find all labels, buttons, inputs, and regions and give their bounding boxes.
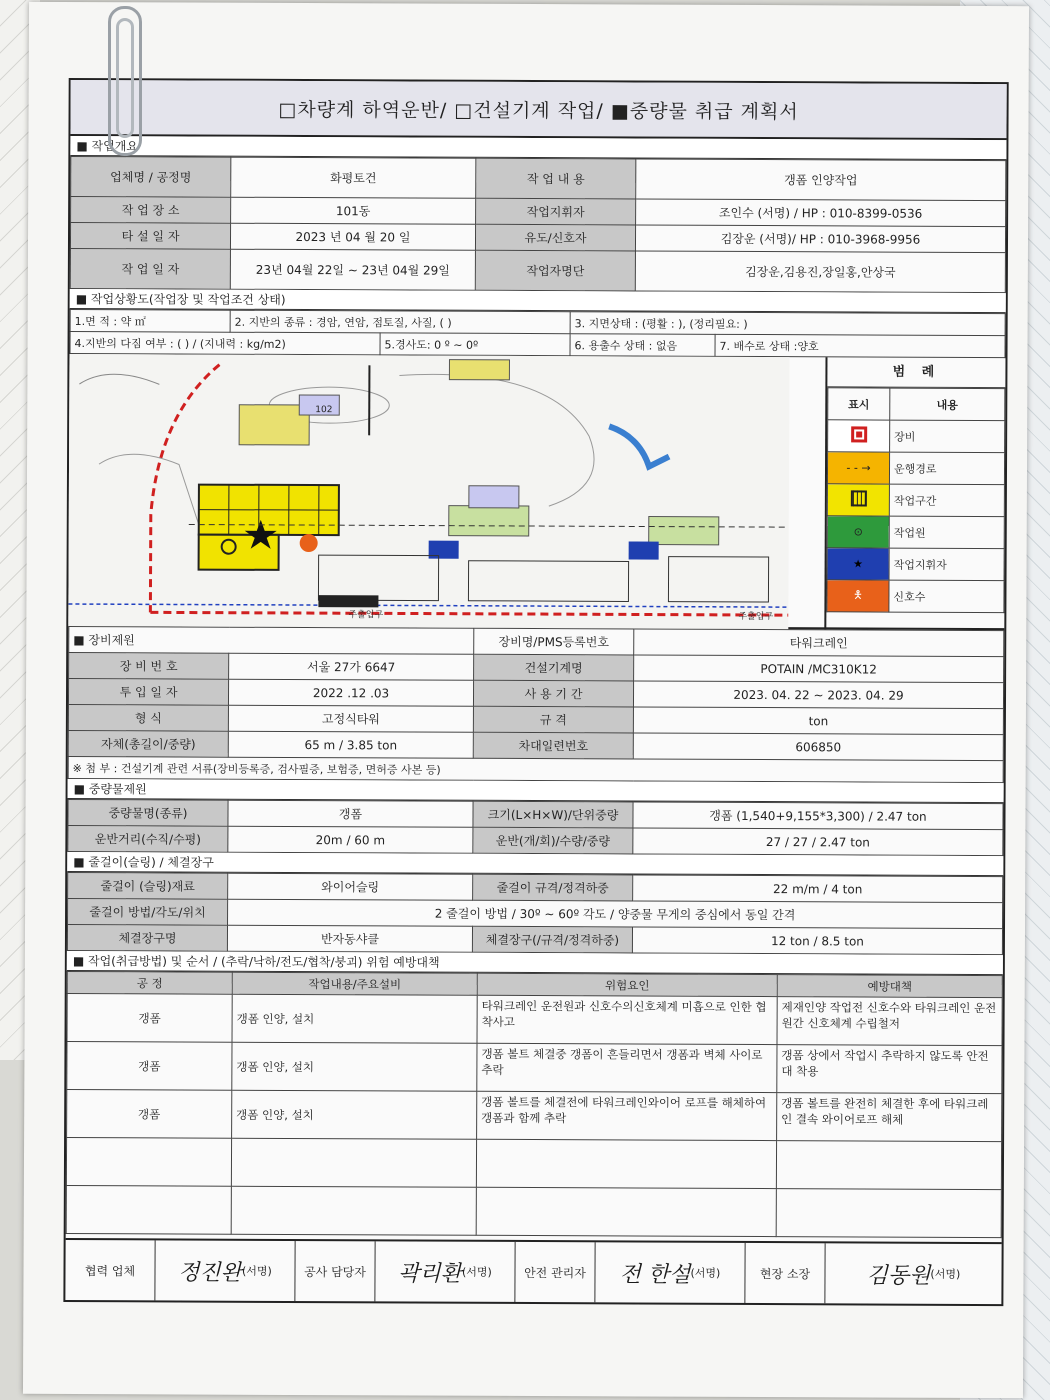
heavy-load-plan-form [63, 78, 1008, 1306]
value-work-content: 갱폼 인양작업 [636, 159, 1006, 201]
risk-measure: 갱폼 볼트를 완전히 체결한 후에 타워크레인 결속 와이어로프 해체 [777, 1093, 1002, 1142]
value-carry-count: 27 / 27 / 2.47 ton [633, 828, 1003, 856]
cond-ground-type: 2. 지반의 종류 : 경암, 연암, 점토질, 사질, ( ) [230, 310, 570, 333]
legend-symbol-supervisor [827, 548, 889, 580]
value-serial-no: 606850 [633, 733, 1003, 761]
sign-label-safety: 안전 관리자 [515, 1242, 595, 1302]
cond-area: 1.면 적 : 약 ㎡ [70, 310, 230, 333]
value-sling-material: 와이어슬링 [228, 873, 473, 900]
cond-compaction: 4.지반의 다짐 여부 : ( ) / (지내력 : kg/m2) [70, 332, 380, 355]
risk-empty-cell [66, 1185, 231, 1234]
value-equipment-name: 타워크레인 [634, 629, 1004, 657]
signature-row [65, 1238, 1001, 1304]
sign-label-manager: 공사 담당자 [295, 1241, 375, 1301]
label-work-place: 작 업 장 소 [71, 197, 231, 224]
risk-empty-cell [231, 1186, 476, 1235]
risk-col-hazard: 위험요인 [477, 973, 777, 996]
risk-hazard: 타워크레인 운전원과 신호수의신호체계 미흡으로 인한 협착사고 [477, 995, 777, 1044]
cond-spring-water: 6. 용출수 상태 : 없음 [570, 334, 715, 357]
value-load-size: 갱폼 (1,540+9,155*3,300) / 2.47 ton [633, 802, 1003, 830]
map-legend [824, 357, 1005, 630]
label-sling-method: 줄걸이 방법/각도/위치 [68, 899, 228, 926]
risk-work: 갱폼 인양, 설치 [232, 994, 477, 1043]
map-building-label: 102 [315, 405, 333, 416]
label-type: 형 식 [68, 705, 228, 732]
label-worker-list: 작업자명단 [475, 250, 635, 291]
label-sling-material: 줄걸이 (슬링)재료 [68, 873, 228, 900]
legend-label-equipment: 장비 [890, 420, 1005, 453]
value-fastener-name: 반자동샤클 [227, 925, 472, 952]
value-spec: ton [633, 707, 1003, 735]
star-icon: ★ [853, 557, 864, 571]
paper-clip-inner-icon [116, 18, 134, 138]
sign-label-director: 현장 소장 [745, 1243, 825, 1303]
label-use-period: 사 용 기 간 [473, 680, 633, 707]
legend-label-route: 운행경로 [889, 452, 1004, 485]
risk-empty-cell [231, 1138, 476, 1187]
value-input-date: 2022 .12 .03 [228, 679, 473, 706]
value-work-place: 101동 [231, 197, 476, 224]
risk-hazard: 갱폼 볼트 체결중 갱폼이 흔들리면서 갱폼과 벽체 사이로 추락 [477, 1043, 777, 1092]
risk-empty-cell [476, 1187, 776, 1236]
value-worker-list: 김장운,김용진,장일홍,안상국 [635, 251, 1005, 293]
label-supervisor: 작업지휘자 [476, 198, 636, 225]
legend-symbol-worker [827, 516, 889, 548]
value-supervisor: 조인수 (서명) / HP : 010-8399-0536 [636, 199, 1006, 227]
risk-col-work: 작업내용/주요설비 [232, 972, 477, 995]
site-map-area [68, 354, 1005, 630]
risk-process: 갱폼 [67, 1090, 232, 1139]
risk-work: 갱폼 인양, 설치 [232, 1042, 477, 1091]
label-load-size: 크기(L×H×W)/단위중량 [473, 801, 633, 828]
safety-signature: 전 한설 [619, 1261, 691, 1288]
section-site-status: ■ 작업상황도(작업장 및 작업조건 상태) [70, 289, 1006, 313]
site-condition-table [70, 309, 1006, 358]
risk-empty-cell [776, 1141, 1001, 1190]
risk-table [66, 971, 1003, 1238]
legend-symbol-route [827, 452, 889, 484]
value-fastener-rating: 12 ton / 8.5 ton [632, 927, 1002, 955]
value-carry-distance: 20m / 60 m [228, 826, 473, 853]
document-paper [23, 2, 1029, 1398]
section-risk-prevention: ■ 작업(취급방법) 및 순서 / (추락/낙하/전도/협착/붕괴) 위험 예방대책 [67, 951, 1003, 975]
heavy-load-table [67, 799, 1003, 856]
value-load-name: 갱폼 [228, 800, 473, 827]
risk-empty-cell [476, 1139, 776, 1188]
label-fastener-rating: 체결장구(/규격/정격하중) [472, 926, 632, 953]
grid-icon [850, 490, 866, 506]
label-sling-rating: 줄걸이 규격/정격하중 [473, 874, 633, 901]
legend-label-signalman: 신호수 [889, 580, 1004, 613]
value-equipment-no: 서울 27가 6647 [229, 653, 474, 680]
label-signalman: 유도/신호자 [475, 224, 635, 251]
label-spec: 규 격 [473, 706, 633, 733]
legend-col-symbol: 표시 [828, 388, 890, 420]
risk-hazard: 갱폼 볼트를 체결전에 타워크레인와이어 로프를 해체하여 갱폼과 함께 추락 [477, 1091, 777, 1140]
director-sign-mark: (서명) [930, 1267, 961, 1281]
legend-label-worker: 작업원 [889, 516, 1004, 549]
value-type: 고정식타워 [228, 705, 473, 732]
label-company: 업체명 / 공정명 [71, 157, 231, 198]
cond-surface: 3. 지면상태 : (평활 : ), (정리필요: ) [570, 312, 1005, 336]
sign-partner [155, 1240, 295, 1301]
sign-manager [375, 1241, 515, 1302]
value-sling-rating: 22 m/m / 4 ton [633, 875, 1003, 903]
label-serial-no: 차대일련번호 [473, 732, 633, 759]
section-equipment-spec: ■ 장비제원 [69, 627, 474, 655]
equipment-icon [851, 426, 867, 442]
circle-dot-icon: ⊙ [853, 525, 863, 539]
label-fastener-name: 체결장구명 [67, 925, 227, 952]
legend-label-work-zone: 작업구간 [889, 484, 1004, 517]
value-use-period: 2023. 04. 22 ~ 2023. 04. 29 [633, 681, 1003, 709]
map-entrance-label-b: 주출입구 [738, 611, 774, 623]
attachment-note: ※ 첨 부 : 건설기계 관련 서류(장비등록증, 검사필증, 보험증, 면허증 사본 등) [68, 757, 1003, 783]
risk-work: 갱폼 인양, 설치 [232, 1090, 477, 1139]
sign-safety [595, 1242, 745, 1303]
manager-signature: 곽리환 [398, 1260, 463, 1287]
partner-sign-mark: (서명) [241, 1264, 272, 1278]
value-length-weight: 65 m / 3.85 ton [228, 731, 473, 758]
risk-process: 갱폼 [67, 994, 232, 1043]
sling-table [67, 872, 1003, 955]
label-work-date: 작 업 일 자 [70, 249, 230, 290]
risk-measure: 제재인양 작업전 신호수와 타워크레인 운전원간 신호체계 수립철저 [777, 997, 1002, 1046]
risk-col-measure: 예방대책 [777, 975, 1002, 998]
route-arrow-icon: - - → [846, 461, 871, 475]
sign-director [825, 1243, 1001, 1304]
label-machine-name: 건설기계명 [474, 654, 634, 681]
legend-label-supervisor: 작업지휘자 [889, 548, 1004, 581]
label-work-content: 작 업 내 용 [476, 158, 636, 199]
section-heavy-load-spec: ■ 중량물제원 [68, 779, 1004, 803]
value-sling-method: 2 줄걸이 방법 / 30º ~ 60º 각도 / 양중물 무게의 중심에서 동일 간격 [228, 899, 1003, 928]
label-length-weight: 자체(총길이/중량) [68, 731, 228, 758]
sign-label-partner: 협력 업체 [65, 1240, 155, 1300]
label-equipment-no: 장 비 번 호 [69, 653, 229, 680]
value-work-date: 23년 04월 22일 ~ 23년 04월 29일 [230, 249, 475, 290]
value-machine-name: POTAIN /MC310K12 [634, 655, 1004, 683]
risk-col-process: 공 정 [67, 972, 232, 995]
label-carry-count: 운반(개/회)/수량/중량 [473, 827, 633, 854]
label-load-name: 중량물명(종류) [68, 800, 228, 827]
risk-empty-cell [776, 1189, 1001, 1238]
legend-title: 범 례 [827, 357, 1005, 388]
value-company: 화평토건 [231, 157, 476, 198]
manager-sign-mark: (서명) [461, 1265, 492, 1279]
cond-slope: 5.경사도: 0 º ~ 0º [380, 333, 570, 356]
section-work-overview: ■ 작업개요 [70, 136, 1006, 160]
risk-empty-cell [66, 1137, 231, 1186]
value-pour-date: 2023 년 04 월 20 일 [230, 223, 475, 250]
equipment-spec-table [68, 626, 1005, 783]
legend-col-content: 내용 [890, 388, 1005, 421]
label-carry-distance: 운반거리(수직/수평) [68, 826, 228, 853]
work-overview-table [70, 156, 1007, 293]
label-input-date: 투 입 일 자 [68, 679, 228, 706]
legend-symbol-signalman [827, 580, 889, 612]
site-plan-drawing [68, 354, 789, 629]
legend-symbol-equipment [828, 420, 890, 452]
legend-symbol-work-zone [827, 484, 889, 516]
risk-process: 갱폼 [67, 1042, 232, 1091]
signalman-figure-icon: 🯅 [853, 588, 863, 602]
safety-sign-mark: (서명) [690, 1266, 721, 1280]
value-signalman: 김장운 (서명)/ HP : 010-3968-9956 [635, 225, 1005, 253]
risk-measure: 갱폼 상에서 작업시 추락하지 않도록 안전대 착용 [777, 1045, 1002, 1094]
cond-drainage: 7. 배수로 상태 :양호 [715, 334, 1005, 357]
map-entrance-label-a: 주출입구 [348, 610, 384, 621]
label-pour-date: 타 설 일 자 [70, 223, 230, 250]
director-signature: 김동원 [866, 1262, 931, 1289]
section-sling: ■ 줄걸이(슬링) / 체결장구 [67, 852, 1003, 876]
partner-signature: 정진완 [178, 1259, 243, 1286]
label-equipment-name: 장비명/PMS등록번호 [474, 628, 634, 655]
legend-table [826, 387, 1005, 613]
form-title: □차량계 하역운반/ □건설기계 작업/ ■중량물 취급 계획서 [70, 80, 1006, 140]
